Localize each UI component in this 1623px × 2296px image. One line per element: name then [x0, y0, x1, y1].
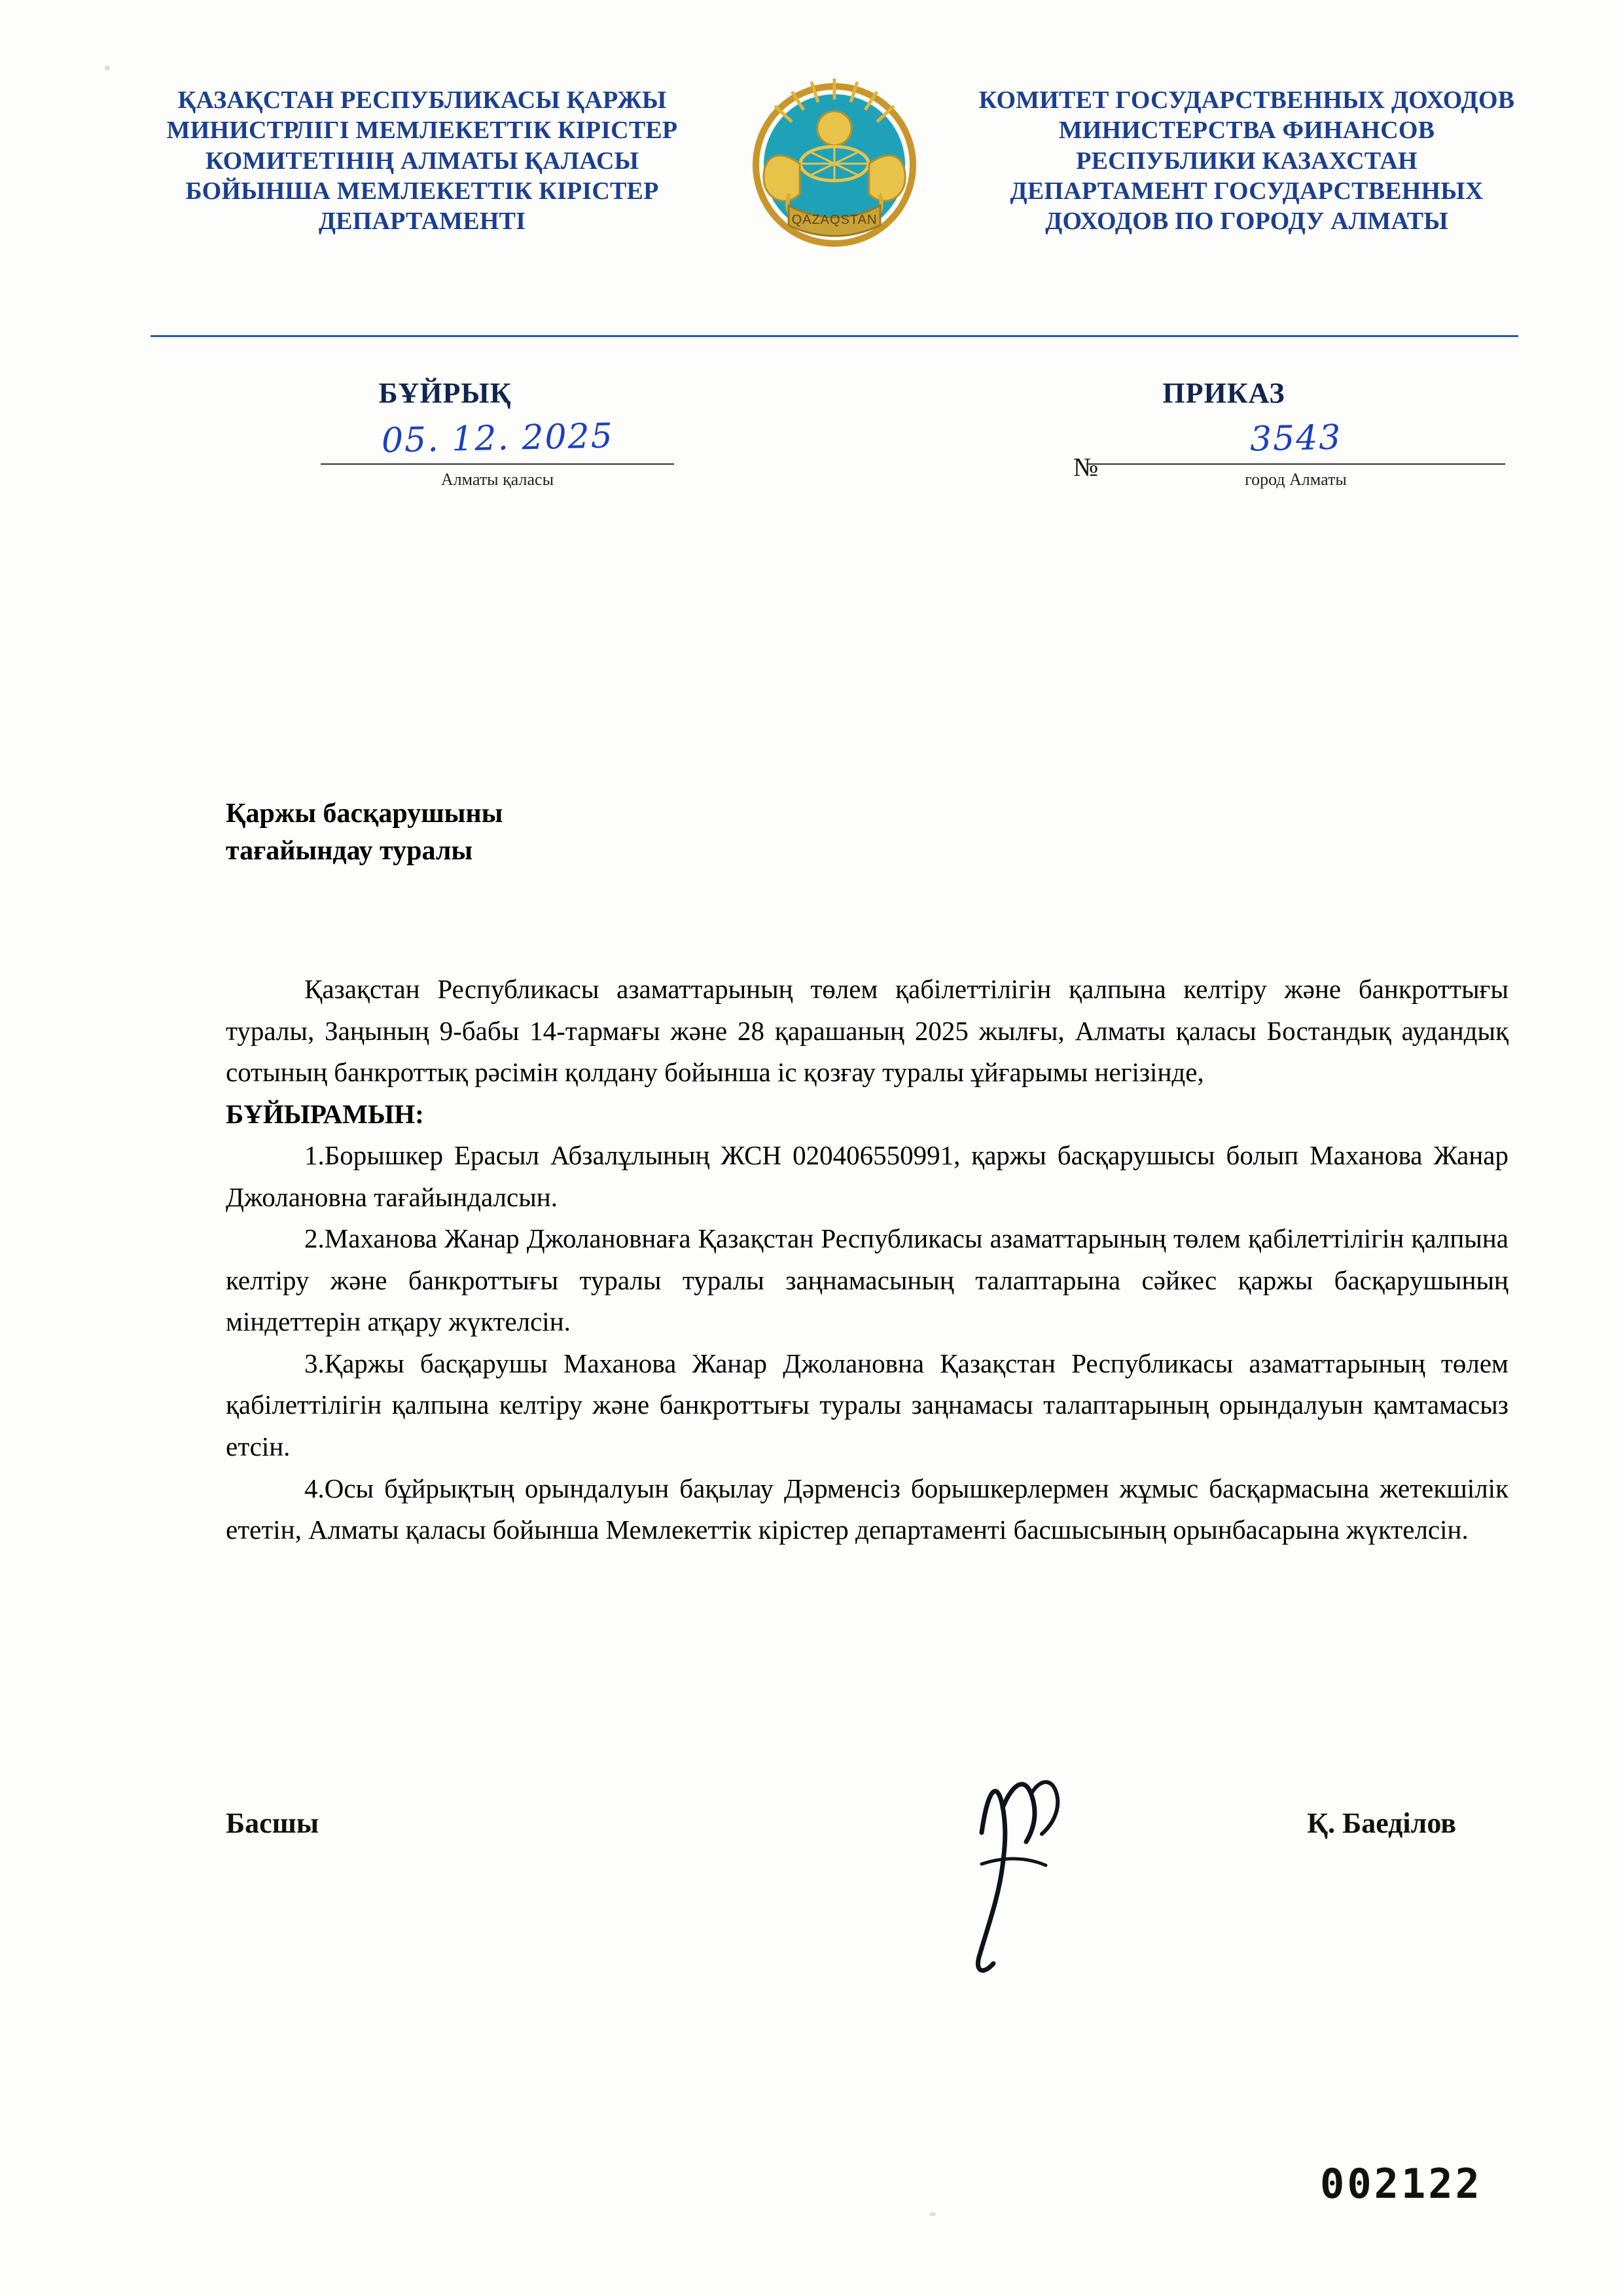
order-date-value: 05. 12. 2025: [380, 416, 614, 461]
letterhead-title-ru: КОМИТЕТ ГОСУДАРСТВЕННЫХ ДОХОДОВ МИНИСТЕРСТВА ФИНАНСОВ РЕСПУБЛИКИ КАЗАХСТАН ДЕПАРТАМЕНТ ГОСУДАРСТВЕННЫХ ДОХОДОВ ПО ГОРОДУ АЛМАТЫ: [978, 86, 1515, 236]
signatory-name: Қ. Баеділов: [1307, 1807, 1456, 1839]
subject-line-1: Қаржы басқарушыны: [226, 798, 503, 829]
body-intro: Қазақстан Республикасы азаматтарының төлем қабілеттілігін қалпына келтіру және банкроттығы туралы, Заңының 9-бабы 14-тармағы және 28 қарашаның 2025 жылғы, Алматы қаласы Бостандық аудандық сотының банкроттық рәсімін қолдану бойынша іс қозғау туралы ұйғарымы негізінде,: [226, 974, 1508, 1088]
letterhead: [151, 72, 1518, 262]
signature-row: [226, 1806, 1508, 1840]
order-label-ru: ПРИКАЗ: [1162, 377, 1285, 409]
body-item-3: 3.Қаржы басқарушы Маханова Жанар Джолановна Қазақстан Республикасы азаматтарының төлем қабілеттілігін қалпына келтіру және банкроттығы туралы заңнамасы талаптарының орындалуын қамтамасыз етсін.: [226, 1348, 1508, 1462]
letterhead-title-kz: ҚАЗАҚСТАН РЕСПУБЛИКАСЫ ҚАРЖЫ МИНИСТРЛІГІ МЕМЛЕКЕТТІК КІРІСТЕР КОМИТЕТІНІҢ АЛМАТЫ ҚАЛАСЫ БОЙЫНША МЕМЛЕКЕТТІК КІРІСТЕР ДЕПАРТАМЕНТІ: [166, 86, 678, 236]
city-ru-label: город Алматы: [1245, 470, 1347, 489]
scan-artifact: [929, 2212, 936, 2216]
order-number-value: 3543: [1249, 418, 1342, 459]
number-sign: №: [1073, 452, 1099, 482]
document-serial-number: 002122: [1320, 2160, 1482, 2208]
order-number-block: [1086, 419, 1505, 490]
order-date-block: [321, 416, 674, 490]
body-item-1: 1.Борышкер Ерасыл Абзалұлының ЖСН 020406550991, қаржы басқарушысы болып Маханова Жанар Джолановна тағайындалсын.: [226, 1140, 1508, 1212]
signatory-position: Басшы: [226, 1807, 319, 1839]
svg-text:QAZAQSTAN: QAZAQSTAN: [791, 213, 878, 227]
subject-line-2: тағайындау туралы: [226, 835, 473, 866]
header-divider: [151, 335, 1518, 337]
document-body: [226, 969, 1508, 1551]
scan-artifact: [105, 65, 110, 71]
body-item-4: 4.Осы бұйрықтың орындалуын бақылау Дәрменсіз борышкерлермен жұмыс басқармасына жетекшілік ететін, Алматы қаласы бойынша Мемлекеттік кірістер департаменті басшысының орынбасарына жүктелсін.: [226, 1473, 1508, 1545]
order-label-row: [151, 376, 1518, 410]
state-emblem-icon: [726, 65, 942, 262]
command-word: БҰЙЫРАМЫН:: [226, 1098, 424, 1129]
city-kz-label: Алматы қаласы: [440, 470, 554, 489]
date-ruleline: [321, 463, 674, 465]
body-item-2: 2.Маханова Жанар Джолановнаға Қазақстан Республикасы азаматтарының төлем қабілеттілігін қалпына келтіру және банкроттығы туралы туралы заңнамасының талаптарына сәйкес қаржы басқарушының міндеттерін атқару жүктелсін.: [226, 1223, 1508, 1337]
number-ruleline: [1086, 463, 1505, 465]
handwritten-signature: [942, 1748, 1191, 1983]
order-label-kz: БҰЙРЫҚ: [378, 377, 512, 409]
document-subject: [226, 795, 815, 869]
